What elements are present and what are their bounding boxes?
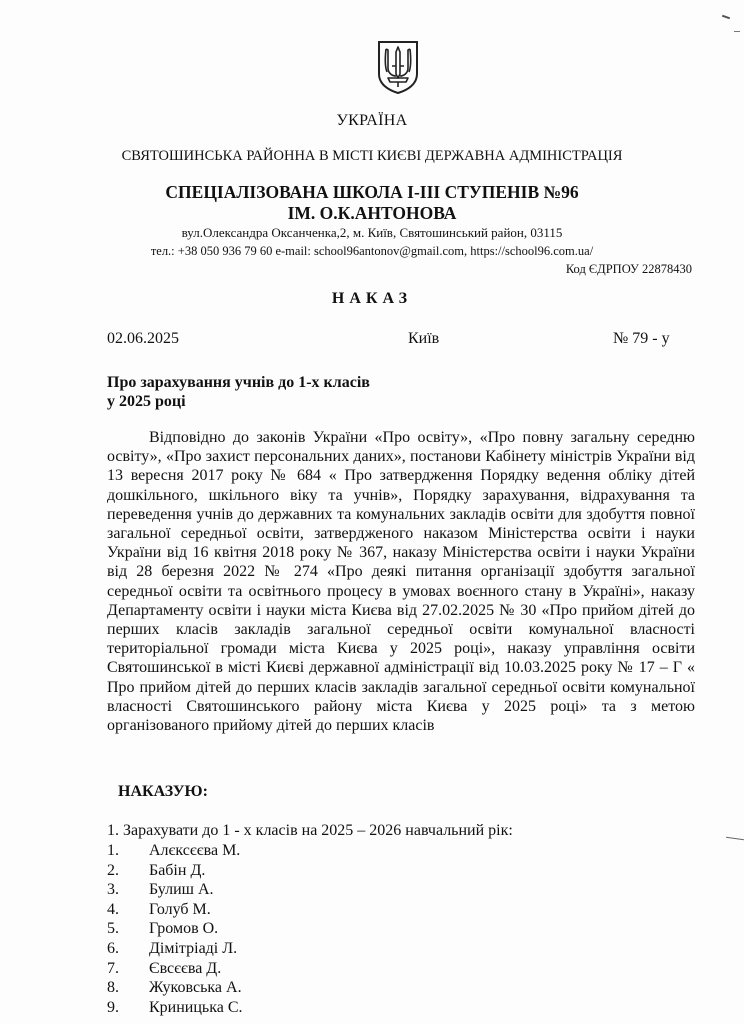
- list-item-number: 7.: [107, 959, 119, 977]
- list-item: [107, 861, 243, 881]
- list-item-number: 9.: [107, 998, 119, 1016]
- school-address: вул.Олександра Оксанченка,2, м. Київ, Святошинський район, 03115: [181, 225, 563, 240]
- order-date: 02.06.2025: [107, 330, 179, 347]
- school-namesake: ІМ. О.К.АНТОНОВА: [287, 203, 457, 223]
- student-list: [107, 841, 243, 1017]
- trident-coat-of-arms-icon: [376, 40, 420, 94]
- student-name: Бабін Д.: [149, 861, 206, 879]
- student-name: Голуб М.: [149, 900, 211, 918]
- directive-label: НАКАЗУЮ:: [118, 783, 208, 800]
- list-item: [107, 959, 243, 979]
- list-item-number: 6.: [107, 939, 119, 957]
- list-item-number: 8.: [107, 979, 119, 997]
- list-item: [107, 919, 243, 939]
- scan-artifact: [734, 31, 740, 32]
- list-item: [107, 880, 243, 900]
- student-name: Громов О.: [149, 920, 219, 938]
- order-subject: [107, 373, 370, 411]
- student-name: Євсєєва Д.: [149, 959, 222, 977]
- student-name: Криницька С.: [149, 998, 243, 1016]
- country-heading: УКРАЇНА: [336, 112, 408, 129]
- list-item: [107, 998, 243, 1018]
- order-number: № 79 - у: [613, 330, 670, 347]
- administration-heading: СВЯТОШИНСЬКА РАЙОННА В МІСТІ КИЄВІ ДЕРЖАВНА АДМІНІСТРАЦІЯ: [121, 148, 623, 164]
- list-item-number: 2.: [107, 861, 119, 879]
- directive-point-1: 1. Зарахувати до 1 - х класів на 2025 – 2026 навчальний рік:: [107, 822, 513, 839]
- list-item-number: 3.: [107, 881, 119, 899]
- list-item-number: 5.: [107, 920, 119, 938]
- student-name: Булиш А.: [149, 881, 214, 899]
- edrpou-code: Код ЄДРПОУ 22878430: [565, 262, 692, 276]
- school-contacts: тел.: +38 050 936 79 60 e-mail: school96antonov@gmail.com, https://school96.com.ua/: [150, 244, 594, 258]
- scan-artifact: [726, 837, 744, 840]
- scan-artifact: [722, 15, 730, 20]
- list-item: [107, 978, 243, 998]
- student-name: Дімітріаді Л.: [149, 939, 238, 957]
- subject-line-1: Про зарахування учнів до 1-х класів: [107, 374, 370, 391]
- student-name: Алєксєєва М.: [149, 842, 241, 859]
- order-city: Київ: [408, 330, 440, 347]
- list-item-number: 1.: [107, 842, 119, 859]
- order-title: НАКАЗ: [331, 290, 413, 307]
- subject-line-2: у 2025 році: [107, 393, 186, 410]
- list-item: [107, 841, 243, 861]
- school-name: СПЕЦІАЛІЗОВАНА ШКОЛА І-ІІІ СТУПЕНІВ №96: [165, 182, 579, 202]
- list-item: [107, 939, 243, 959]
- order-preamble: Відповідно до законів України «Про освіту», «Про повну загальну середню освіту», «Про захист персональних даних», постанови Кабінету міністрів України від 13 вересня 2017 року № 684 « Про затвердження Порядку ведення обліку дітей дошкільного, шкільного віку та учнів», Порядку зарахування, відрахування та переведення учнів до державних та комунальних закладів освіти для здобуття повної загальної середньої освіти, затвердженого наказом Міністерства освіти і науки України від 16 квітня 2018 року № 367, наказу Міністерства освіти і науки України від 28 березня 2022 № 274 «Про деякі питання організації здобуття загальної середньої освіти та освітнього процесу в умовах воєнного стану в Україні», наказу Департаменту освіти і науки міста Києва від 27.02.2025 № 30 «Про прийом дітей до перших класів закладів загальної середньої освіти комунальної власності територіальної громади міста Києва у 2025 році», наказу управління освіти Святошинської в місті Києві державної адміністрації від 10.03.2025 року № 17 – Г « Про прийом дітей до перших класів закладів загальної середньої освіти комунальної власності Святошинського району міста Києва у 2025 році» та з метою організованого прийому дітей до перших класів: [107, 429, 695, 735]
- list-item-number: 4.: [107, 900, 119, 918]
- student-name: Жуковська А.: [149, 979, 242, 997]
- list-item: [107, 900, 243, 920]
